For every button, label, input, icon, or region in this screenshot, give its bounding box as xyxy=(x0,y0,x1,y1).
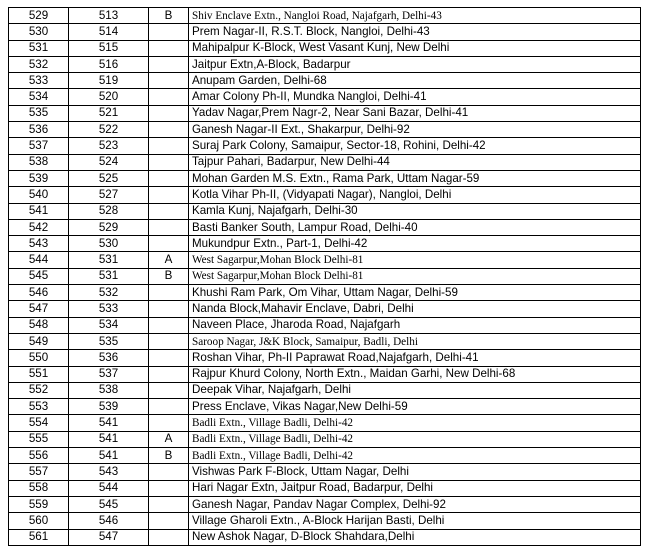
colony-name-cell: Suraj Park Colony, Samaipur, Sector-18, Rohini, Delhi-42 xyxy=(189,138,641,154)
suffix-cell xyxy=(149,317,189,333)
serial-number-cell: 554 xyxy=(9,415,69,431)
colony-number-cell: 536 xyxy=(69,350,149,366)
table-row xyxy=(9,285,641,301)
suffix-cell xyxy=(149,203,189,219)
colony-name-cell: Mahipalpur K-Block, West Vasant Kunj, New Delhi xyxy=(189,40,641,56)
serial-number-cell: 534 xyxy=(9,89,69,105)
suffix-cell: B xyxy=(149,8,189,24)
suffix-cell: A xyxy=(149,252,189,268)
table-row xyxy=(9,24,641,40)
colony-name-cell: Yadav Nagar,Prem Nagr-2, Near Sani Bazar, Delhi-41 xyxy=(189,105,641,121)
suffix-cell xyxy=(149,170,189,186)
table-row xyxy=(9,252,641,268)
colony-name-cell: Badli Extn., Village Badli, Delhi-42 xyxy=(189,448,641,464)
colony-name-cell: Badli Extn., Village Badli, Delhi-42 xyxy=(189,415,641,431)
table-row xyxy=(9,89,641,105)
table-row xyxy=(9,464,641,480)
colony-number-cell: 535 xyxy=(69,333,149,349)
colony-number-cell: 547 xyxy=(69,529,149,545)
table-row xyxy=(9,448,641,464)
table-row xyxy=(9,317,641,333)
table-row xyxy=(9,431,641,447)
table-row xyxy=(9,122,641,138)
table-row xyxy=(9,154,641,170)
table-row xyxy=(9,40,641,56)
colony-name-cell: Amar Colony Ph-II, Mundka Nangloi, Delhi-41 xyxy=(189,89,641,105)
colony-number-cell: 543 xyxy=(69,464,149,480)
colony-name-cell: Roshan Vihar, Ph-II Paprawat Road,Najafgarh, Delhi-41 xyxy=(189,350,641,366)
colony-name-cell: Kamla Kunj, Najafgarh, Delhi-30 xyxy=(189,203,641,219)
colony-number-cell: 522 xyxy=(69,122,149,138)
colony-number-cell: 528 xyxy=(69,203,149,219)
colony-name-cell: Prem Nagar-II, R.S.T. Block, Nangloi, Delhi-43 xyxy=(189,24,641,40)
colony-number-cell: 532 xyxy=(69,285,149,301)
suffix-cell xyxy=(149,333,189,349)
table-row xyxy=(9,203,641,219)
serial-number-cell: 532 xyxy=(9,56,69,72)
table-row xyxy=(9,138,641,154)
suffix-cell: A xyxy=(149,431,189,447)
serial-number-cell: 555 xyxy=(9,431,69,447)
colony-name-cell: Jaitpur Extn,A-Block, Badarpur xyxy=(189,56,641,72)
colony-name-cell: Khushi Ram Park, Om Vihar, Uttam Nagar, Delhi-59 xyxy=(189,285,641,301)
colony-name-cell: West Sagarpur,Mohan Block Delhi-81 xyxy=(189,252,641,268)
suffix-cell xyxy=(149,219,189,235)
colony-name-cell: Ganesh Nagar, Pandav Nagar Complex, Delhi-92 xyxy=(189,496,641,512)
colony-number-cell: 513 xyxy=(69,8,149,24)
colony-number-cell: 533 xyxy=(69,301,149,317)
serial-number-cell: 549 xyxy=(9,333,69,349)
serial-number-cell: 540 xyxy=(9,187,69,203)
serial-number-cell: 550 xyxy=(9,350,69,366)
serial-number-cell: 529 xyxy=(9,8,69,24)
suffix-cell xyxy=(149,464,189,480)
colony-table-body xyxy=(9,8,641,546)
colony-name-cell: New Ashok Nagar, D-Block Shahdara,Delhi xyxy=(189,529,641,545)
suffix-cell xyxy=(149,24,189,40)
serial-number-cell: 541 xyxy=(9,203,69,219)
serial-number-cell: 542 xyxy=(9,219,69,235)
colony-name-cell: West Sagarpur,Mohan Block Delhi-81 xyxy=(189,268,641,284)
suffix-cell xyxy=(149,187,189,203)
colony-name-cell: Vishwas Park F-Block, Uttam Nagar, Delhi xyxy=(189,464,641,480)
colony-number-cell: 514 xyxy=(69,24,149,40)
serial-number-cell: 558 xyxy=(9,480,69,496)
colony-number-cell: 524 xyxy=(69,154,149,170)
table-row xyxy=(9,366,641,382)
serial-number-cell: 553 xyxy=(9,399,69,415)
colony-number-cell: 521 xyxy=(69,105,149,121)
serial-number-cell: 543 xyxy=(9,236,69,252)
colony-number-cell: 544 xyxy=(69,480,149,496)
colony-number-cell: 546 xyxy=(69,513,149,529)
colony-name-cell: Naveen Place, Jharoda Road, Najafgarh xyxy=(189,317,641,333)
suffix-cell xyxy=(149,154,189,170)
serial-number-cell: 548 xyxy=(9,317,69,333)
colony-name-cell: Village Gharoli Extn., A-Block Harijan Basti, Delhi xyxy=(189,513,641,529)
suffix-cell xyxy=(149,480,189,496)
serial-number-cell: 535 xyxy=(9,105,69,121)
suffix-cell xyxy=(149,301,189,317)
serial-number-cell: 537 xyxy=(9,138,69,154)
table-row xyxy=(9,56,641,72)
colony-number-cell: 520 xyxy=(69,89,149,105)
colony-name-cell: Badli Extn., Village Badli, Delhi-42 xyxy=(189,431,641,447)
serial-number-cell: 546 xyxy=(9,285,69,301)
colony-number-cell: 541 xyxy=(69,431,149,447)
table-row xyxy=(9,170,641,186)
suffix-cell xyxy=(149,236,189,252)
table-row xyxy=(9,382,641,398)
suffix-cell xyxy=(149,366,189,382)
serial-number-cell: 559 xyxy=(9,496,69,512)
serial-number-cell: 531 xyxy=(9,40,69,56)
colony-number-cell: 537 xyxy=(69,366,149,382)
table-row xyxy=(9,399,641,415)
colony-number-cell: 538 xyxy=(69,382,149,398)
table-row xyxy=(9,496,641,512)
colony-number-cell: 539 xyxy=(69,399,149,415)
suffix-cell xyxy=(149,56,189,72)
colony-number-cell: 545 xyxy=(69,496,149,512)
colony-number-cell: 519 xyxy=(69,73,149,89)
colony-name-cell: Shiv Enclave Extn., Nangloi Road, Najafgarh, Delhi-43 xyxy=(189,8,641,24)
colony-number-cell: 515 xyxy=(69,40,149,56)
suffix-cell xyxy=(149,513,189,529)
suffix-cell xyxy=(149,73,189,89)
table-row xyxy=(9,513,641,529)
serial-number-cell: 530 xyxy=(9,24,69,40)
colony-list-sheet xyxy=(8,7,640,546)
colony-number-cell: 529 xyxy=(69,219,149,235)
table-row xyxy=(9,350,641,366)
suffix-cell xyxy=(149,89,189,105)
colony-name-cell: Mukundpur Extn., Part-1, Delhi-42 xyxy=(189,236,641,252)
colony-number-cell: 541 xyxy=(69,415,149,431)
colony-number-cell: 534 xyxy=(69,317,149,333)
suffix-cell xyxy=(149,122,189,138)
suffix-cell xyxy=(149,382,189,398)
suffix-cell xyxy=(149,415,189,431)
colony-name-cell: Hari Nagar Extn, Jaitpur Road, Badarpur, Delhi xyxy=(189,480,641,496)
suffix-cell xyxy=(149,350,189,366)
suffix-cell xyxy=(149,105,189,121)
serial-number-cell: 557 xyxy=(9,464,69,480)
colony-number-cell: 530 xyxy=(69,236,149,252)
colony-number-cell: 531 xyxy=(69,252,149,268)
serial-number-cell: 547 xyxy=(9,301,69,317)
serial-number-cell: 561 xyxy=(9,529,69,545)
suffix-cell xyxy=(149,40,189,56)
suffix-cell: B xyxy=(149,448,189,464)
table-row xyxy=(9,219,641,235)
suffix-cell xyxy=(149,285,189,301)
colony-number-cell: 516 xyxy=(69,56,149,72)
suffix-cell xyxy=(149,138,189,154)
table-row xyxy=(9,268,641,284)
serial-number-cell: 536 xyxy=(9,122,69,138)
colony-name-cell: Nanda Block,Mahavir Enclave, Dabri, Delhi xyxy=(189,301,641,317)
table-row xyxy=(9,333,641,349)
colony-name-cell: Ganesh Nagar-II Ext., Shakarpur, Delhi-92 xyxy=(189,122,641,138)
serial-number-cell: 539 xyxy=(9,170,69,186)
table-row xyxy=(9,529,641,545)
colony-name-cell: Press Enclave, Vikas Nagar,New Delhi-59 xyxy=(189,399,641,415)
serial-number-cell: 551 xyxy=(9,366,69,382)
serial-number-cell: 560 xyxy=(9,513,69,529)
colony-name-cell: Tajpur Pahari, Badarpur, New Delhi-44 xyxy=(189,154,641,170)
serial-number-cell: 545 xyxy=(9,268,69,284)
table-row xyxy=(9,105,641,121)
colony-table xyxy=(8,7,641,546)
colony-name-cell: Rajpur Khurd Colony, North Extn., Maidan Garhi, New Delhi-68 xyxy=(189,366,641,382)
colony-number-cell: 541 xyxy=(69,448,149,464)
colony-name-cell: Saroop Nagar, J&K Block, Samaipur, Badli, Delhi xyxy=(189,333,641,349)
table-row xyxy=(9,236,641,252)
table-row xyxy=(9,415,641,431)
table-row xyxy=(9,73,641,89)
colony-number-cell: 527 xyxy=(69,187,149,203)
colony-name-cell: Anupam Garden, Delhi-68 xyxy=(189,73,641,89)
colony-number-cell: 523 xyxy=(69,138,149,154)
suffix-cell xyxy=(149,496,189,512)
serial-number-cell: 544 xyxy=(9,252,69,268)
serial-number-cell: 538 xyxy=(9,154,69,170)
colony-name-cell: Deepak Vihar, Najafgarh, Delhi xyxy=(189,382,641,398)
colony-name-cell: Mohan Garden M.S. Extn., Rama Park, Uttam Nagar-59 xyxy=(189,170,641,186)
table-row xyxy=(9,301,641,317)
table-row xyxy=(9,480,641,496)
serial-number-cell: 556 xyxy=(9,448,69,464)
serial-number-cell: 552 xyxy=(9,382,69,398)
colony-name-cell: Kotla Vihar Ph-II, (Vidyapati Nagar), Nangloi, Delhi xyxy=(189,187,641,203)
colony-number-cell: 525 xyxy=(69,170,149,186)
table-row xyxy=(9,8,641,24)
suffix-cell xyxy=(149,529,189,545)
table-row xyxy=(9,187,641,203)
suffix-cell: B xyxy=(149,268,189,284)
colony-name-cell: Basti Banker South, Lampur Road, Delhi-40 xyxy=(189,219,641,235)
suffix-cell xyxy=(149,399,189,415)
serial-number-cell: 533 xyxy=(9,73,69,89)
colony-number-cell: 531 xyxy=(69,268,149,284)
